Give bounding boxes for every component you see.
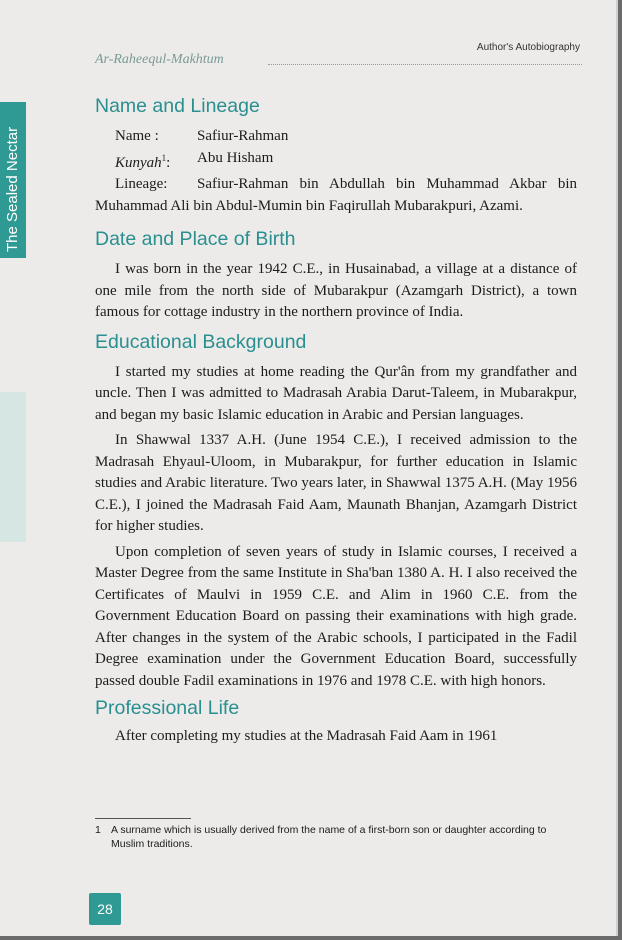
side-tab-faint [0,392,26,542]
professional-paragraph: After completing my studies at the Madrasah Faid Aam in 1961 [115,728,498,744]
education-paragraph-3: Upon completion of seven years of study in Islamic courses, I received a Master Degree from the same Institute in Sha'ban 1380 A. H. I also received the Certificates of Maulvi in 1959 C.E. and Alim in 1960 C.E. from the Government Education Board on passing their examinations with high grade. After changes in the system of the Arabic schools, I participated in the Fadil Degree examination under the Government Education Board, successfully passed double Fadil examinations in 1976 and 1978 C.E. with high honors. [95,543,577,689]
kunyah-row [115,148,577,175]
education-paragraph-2: In Shawwal 1337 A.H. (June 1954 C.E.), I received admission to the Madrasah Ehyaul-Uloom, in Mubarakpur, for further education in Islamic studies and Arabic literature. Two years later, in Shawwal 1375 A.H. (May 1956 C.E.), I joined the Madrasah Faid Aam, Maunath Bhanjan, Azamgarh District for higher studies. [95,432,577,534]
page-number: 28 [89,893,121,925]
kunyah-value: Abu Hisham [197,149,274,166]
footnote-number: 1 [95,824,101,836]
kunyah-footnote-ref: 1 [161,152,167,163]
kunyah-label: Kunyah [115,154,162,171]
heading-name-lineage: Name and Lineage [95,95,260,117]
heading-birth: Date and Place of Birth [95,228,296,250]
lineage-label: Lineage: [115,176,168,192]
footnote-rule [95,818,191,819]
birth-paragraph: I was born in the year 1942 C.E., in Husainabad, a village at a distance of one mile from the north side of Mubarakpur (Azamgarh District), a town famous for cottage industry in the northern province of India. [95,261,577,320]
running-head-title: Ar-Raheequl-Makhtum [95,52,224,67]
name-label: Name : [115,128,159,144]
side-tab [0,102,26,258]
side-tab-label: The Sealed Nectar [4,126,21,252]
name-row [115,126,577,148]
heading-professional: Professional Life [95,697,240,719]
footnote-text: A surname which is usually derived from the name of a first-born son or daughter according to Muslim traditions. [111,824,547,850]
running-head-rule [268,64,582,65]
education-paragraph-1: I started my studies at home reading the Qur'ân from my grandfather and uncle. Then I was admitted to Madrasah Arabia Darut-Taleem, in Mubarakpur, and began my basic Islamic education in Arabic and Persian languages. [95,363,577,423]
name-value: Safiur-Rahman [197,128,289,144]
kunyah-label-wrap [115,148,197,175]
running-head-section: Author's Autobiography [476,42,580,53]
lineage-row [95,174,577,217]
footnote [95,823,577,851]
kunyah-colon: : [166,154,171,171]
page-content [95,92,577,748]
heading-education: Educational Background [95,330,307,353]
lineage-value: Safiur-Rahman bin Abdullah bin Muhammad Akbar bin Muhammad Ali bin Abdul-Mumin bin Faqirullah Mubarakpuri, Azami. [95,176,577,214]
